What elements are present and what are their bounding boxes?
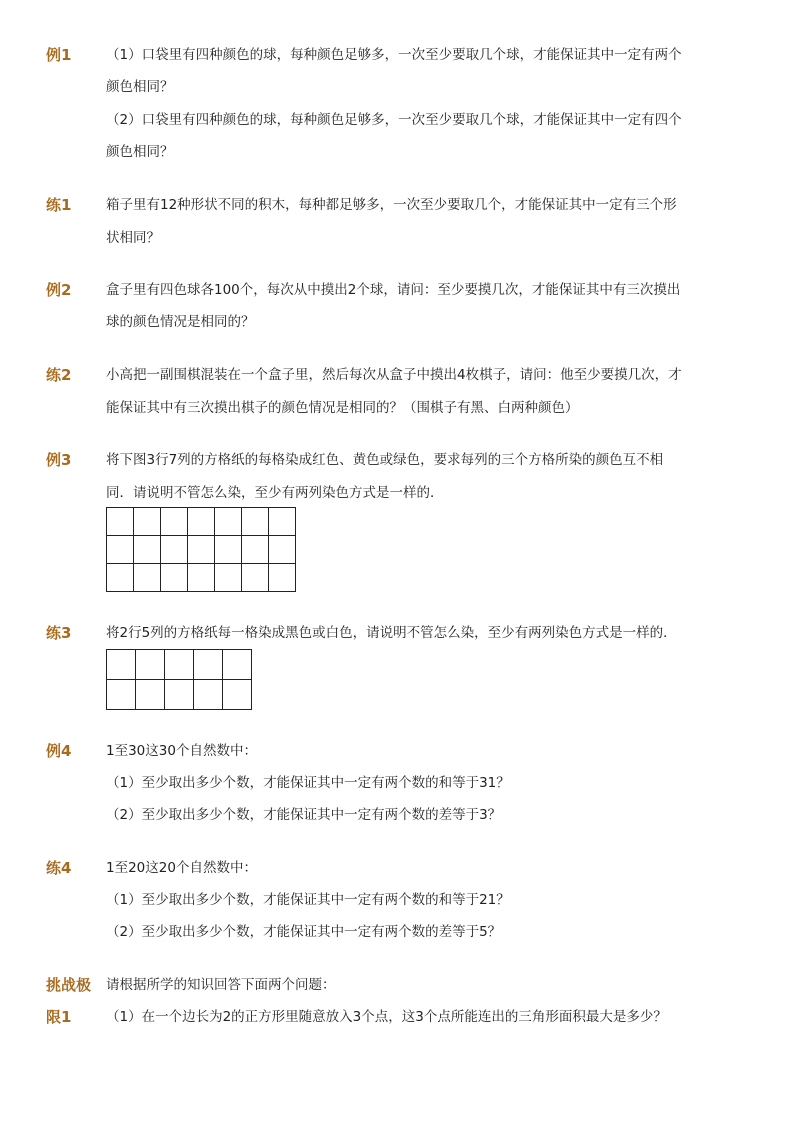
practice-4-intro: 1至20这20个自然数中： <box>106 860 257 876</box>
grid-cell <box>215 536 242 564</box>
practice-2-line-1: 小高把一副围棋混装在一个盒子里，然后每次从盒子中摸出4枚棋子，请问：他至少要摸几次，才 <box>106 367 682 383</box>
grid-3x7 <box>106 507 296 592</box>
grid-cell <box>215 564 242 592</box>
grid-cell <box>134 536 161 564</box>
grid-cell <box>107 536 134 564</box>
practice-3-line-1: 将2行5列的方格纸每一格染成黑色或白色，请说明不管怎么染，至少有两列染色方式是一样的． <box>106 625 677 641</box>
practice-4-question-1: （1）至少取出多少个数，才能保证其中一定有两个数的和等于21？ <box>106 892 510 908</box>
grid-cell <box>134 508 161 536</box>
example-4-question-2: （2）至少取出多少个数，才能保证其中一定有两个数的差等于3？ <box>106 807 502 823</box>
grid-cell <box>107 508 134 536</box>
example-1-label: 例1 <box>46 46 72 64</box>
practice-4-label: 练4 <box>46 859 72 877</box>
grid-cell <box>134 564 161 592</box>
practice-4-question-2: （2）至少取出多少个数，才能保证其中一定有两个数的差等于5？ <box>106 924 502 940</box>
practice-2-line-2: 能保证其中有三次摸出棋子的颜色情况是相同的？（围棋子有黑、白两种颜色） <box>106 400 579 416</box>
grid-cell <box>107 564 134 592</box>
grid-cell <box>188 508 215 536</box>
grid-cell <box>194 650 223 680</box>
grid-cell <box>107 650 136 680</box>
practice-3-label: 练3 <box>46 624 72 642</box>
grid-cell <box>223 680 252 710</box>
grid-cell <box>242 536 269 564</box>
grid-cell <box>269 536 296 564</box>
grid-cell <box>215 508 242 536</box>
grid-cell <box>242 564 269 592</box>
example-4-intro: 1至30这30个自然数中： <box>106 743 257 759</box>
challenge-label: 挑战极 <box>46 976 92 994</box>
grid-cell <box>136 680 165 710</box>
grid-cell <box>165 650 194 680</box>
grid-cell <box>194 680 223 710</box>
practice-1-line-1: 箱子里有12种形状不同的积木，每种都足够多，一次至少要取几个，才能保证其中一定有三个形 <box>106 197 677 213</box>
example-1-question-1-cont: 颜色相同？ <box>106 79 174 95</box>
grid-cell <box>242 508 269 536</box>
limit-1-question-1: （1）在一个边长为2的正方形里随意放入3个点，这3个点所能连出的三角形面积最大是多少？ <box>106 1009 667 1025</box>
grid-cell <box>269 564 296 592</box>
challenge-intro: 请根据所学的知识回答下面两个问题： <box>106 977 336 993</box>
example-1-question-1: （1）口袋里有四种颜色的球，每种颜色足够多，一次至少要取几个球，才能保证其中一定有两个 <box>106 47 682 63</box>
example-2-line-2: 球的颜色情况是相同的？ <box>106 314 255 330</box>
example-3-line-1: 将下图3行7列的方格纸的每格染成红色、黄色或绿色，要求每列的三个方格所染的颜色互不相 <box>106 452 664 468</box>
grid-cell <box>188 564 215 592</box>
grid-2x5 <box>106 649 252 710</box>
grid-cell <box>107 680 136 710</box>
example-4-label: 例4 <box>46 742 72 760</box>
grid-cell <box>165 680 194 710</box>
practice-2-label: 练2 <box>46 366 72 384</box>
grid-cell <box>136 650 165 680</box>
example-1-question-2: （2）口袋里有四种颜色的球，每种颜色足够多，一次至少要取几个球，才能保证其中一定有四个 <box>106 112 682 128</box>
grid-cell <box>223 650 252 680</box>
example-2-line-1: 盒子里有四色球各100个，每次从中摸出2个球，请问：至少要摸几次，才能保证其中有三次摸出 <box>106 282 681 298</box>
example-3-label: 例3 <box>46 451 72 469</box>
practice-1-label: 练1 <box>46 196 72 214</box>
grid-cell <box>269 508 296 536</box>
grid-cell <box>161 508 188 536</box>
grid-cell <box>161 564 188 592</box>
example-1-question-2-cont: 颜色相同？ <box>106 144 174 160</box>
grid-cell <box>161 536 188 564</box>
example-3-line-2: 同．请说明不管怎么染，至少有两列染色方式是一样的． <box>106 485 444 501</box>
practice-1-line-2: 状相同？ <box>106 230 160 246</box>
example-2-label: 例2 <box>46 281 72 299</box>
example-4-question-1: （1）至少取出多少个数，才能保证其中一定有两个数的和等于31？ <box>106 775 510 791</box>
limit-1-label: 限1 <box>46 1008 72 1026</box>
grid-cell <box>188 536 215 564</box>
